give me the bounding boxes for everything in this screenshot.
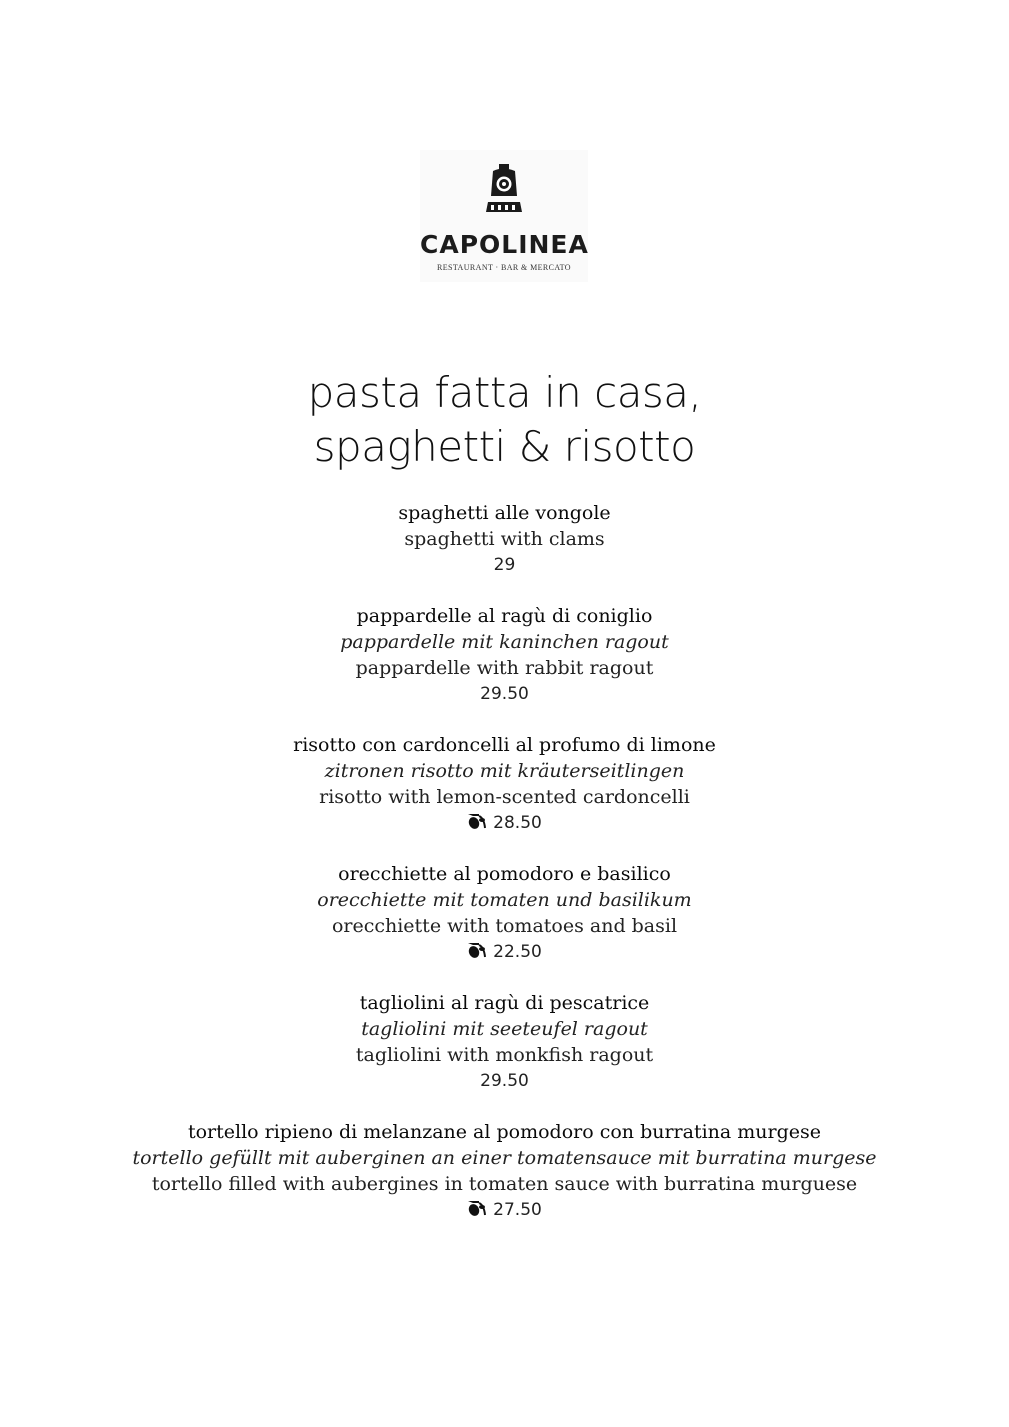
price-value: 29 [493, 555, 516, 575]
menu-item [0, 861, 1009, 965]
menu-item [0, 1119, 1009, 1223]
restaurant-logo [420, 150, 588, 282]
logo-wordmark: CAPOLINEA [420, 230, 589, 259]
dish-name: spaghetti alle vongole [398, 502, 611, 524]
dish-name: tagliolini al ragù di pescatrice [359, 992, 650, 1014]
price-value: 27.50 [493, 1200, 542, 1220]
dish-name: tortello ripieno di melanzane al pomodoro con burratina murgese [187, 1121, 822, 1143]
dish-name: risotto con cardoncelli al profumo di limone [293, 734, 716, 756]
dish-english: risotto with lemon-scented cardoncelli [319, 786, 690, 808]
price-value: 22.50 [493, 942, 542, 962]
price-value: 29.50 [480, 684, 529, 704]
dish-price [0, 1197, 1009, 1223]
dish-name: pappardelle al ragù di coniglio [356, 605, 653, 627]
dish-price [0, 810, 1009, 836]
dish-german: tortello gefüllt mit auberginen an einer tomatensauce mit burratina murgese [132, 1147, 877, 1169]
dish-english: spaghetti with clams [404, 528, 605, 550]
olive-vegetarian-icon [467, 1199, 488, 1217]
section-title [0, 366, 1009, 474]
dish-german: tagliolini mit seeteufel ragout [361, 1018, 648, 1040]
menu-item [0, 603, 1009, 707]
menu-item [0, 732, 1009, 836]
dish-price [0, 1068, 1009, 1094]
dish-german: orecchiette mit tomaten und basilikum [317, 889, 692, 911]
dish-name: orecchiette al pomodoro e basilico [338, 863, 671, 885]
price-value: 28.50 [493, 813, 542, 833]
dish-german: pappardelle mit kaninchen ragout [340, 631, 669, 653]
dish-price [0, 939, 1009, 965]
locomotive-icon [483, 162, 525, 218]
dish-german: zitronen risotto mit kräuterseitlingen [324, 760, 685, 782]
menu-item [0, 500, 1009, 578]
section-title-line2: spaghetti & risotto [313, 422, 696, 471]
dish-price [0, 552, 1009, 578]
olive-vegetarian-icon [467, 812, 488, 830]
olive-vegetarian-icon [467, 941, 488, 959]
logo-tagline: RESTAURANT · BAR & MERCATO [437, 263, 571, 272]
dish-english: pappardelle with rabbit ragout [355, 657, 654, 679]
dish-english: tortello filled with aubergines in tomaten sauce with burratina murguese [151, 1173, 858, 1195]
dish-price [0, 681, 1009, 707]
dish-english: orecchiette with tomatoes and basil [331, 915, 678, 937]
section-title-line1: pasta fatta in casa, [307, 368, 702, 417]
price-value: 29.50 [480, 1071, 529, 1091]
dish-english: tagliolini with monkfish ragout [355, 1044, 654, 1066]
menu-list [0, 500, 1009, 1248]
menu-item [0, 990, 1009, 1094]
